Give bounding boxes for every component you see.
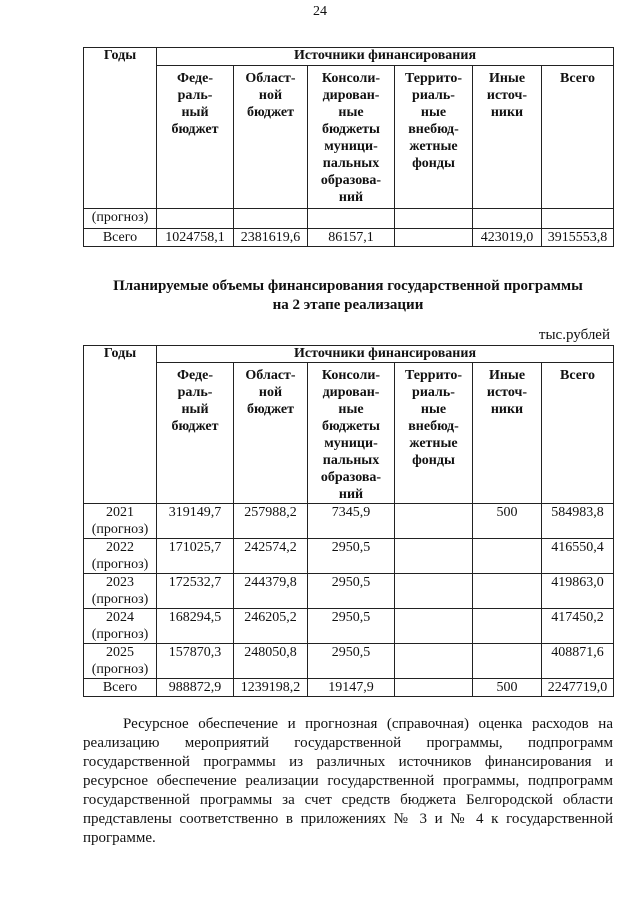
value-cell: 419863,0 [542,574,614,609]
value-cell: 500 [473,504,542,539]
section-caption-line2: на 2 этапе реализации [272,297,424,313]
value-cell: 242574,2 [234,539,308,574]
table-row [84,539,614,574]
financing-table-stage2 [83,345,614,697]
value-cell [473,644,542,679]
value-cell [234,209,308,229]
col-other-sources: Иные источ- ники [473,363,542,504]
unit-label: тыс.рублей [538,327,610,343]
value-cell: 86157,1 [308,229,395,247]
value-cell: 171025,7 [157,539,234,574]
year-cell: 2021 (прогноз) [84,504,157,539]
value-cell: 168294,5 [157,609,234,644]
value-cell: 2247719,0 [542,679,614,697]
table-row [84,574,614,609]
col-total: Всего [542,363,614,504]
sources-header: Источники финансирования [157,48,614,66]
value-cell: 2381619,6 [234,229,308,247]
year-cell: 2022 (прогноз) [84,539,157,574]
col-municipal-budgets: Консоли- дирован- ные бюджеты муници- пальных образова- ний [308,363,395,504]
value-cell: 7345,9 [308,504,395,539]
value-cell [473,209,542,229]
value-cell: 157870,3 [157,644,234,679]
value-cell: 257988,2 [234,504,308,539]
value-cell: 2950,5 [308,644,395,679]
value-cell [395,609,473,644]
col-federal-budget: Феде- раль- ный бюджет [157,363,234,504]
value-cell: 2950,5 [308,574,395,609]
col-municipal-budgets: Консоли- дирован- ные бюджеты муници- пальных образова- ний [308,66,395,209]
value-cell: 1024758,1 [157,229,234,247]
value-cell: 500 [473,679,542,697]
table-row-total [84,679,614,697]
value-cell [395,229,473,247]
value-cell: 319149,7 [157,504,234,539]
value-cell: 584983,8 [542,504,614,539]
table-row-total [84,229,614,247]
value-cell [395,209,473,229]
year-cell: Всего [84,679,157,697]
value-cell [308,209,395,229]
value-cell [157,209,234,229]
value-cell: 988872,9 [157,679,234,697]
value-cell: 246205,2 [234,609,308,644]
col-territorial-funds: Террито- риаль- ные внебюд- жетные фонды [395,66,473,209]
value-cell: 19147,9 [308,679,395,697]
body-paragraph: Ресурсное обеспечение и прогнозная (справочная) оценка расходов на реализацию мероприятий государственной программы, подпрограмм государственной программы из различных источников финансирования и ресурсное обеспечение реализации государственной программы, подпрограмм государственной программы за счет средств бюджета Белгородской области представлены соответственно в приложениях № 3 и № 4 к государственной программе. [83,716,613,846]
col-territorial-funds: Террито- риаль- ные внебюд- жетные фонды [395,363,473,504]
table-row [84,644,614,679]
value-cell: 2950,5 [308,539,395,574]
value-cell [395,679,473,697]
value-cell: 416550,4 [542,539,614,574]
value-cell [473,609,542,644]
financing-table-continued [83,47,614,247]
col-regional-budget: Област- ной бюджет [234,66,308,209]
sources-header: Источники финансирования [157,346,614,363]
value-cell: 1239198,2 [234,679,308,697]
table-row [84,609,614,644]
value-cell [395,539,473,574]
value-cell [395,644,473,679]
year-cell: Всего [84,229,157,247]
value-cell: 172532,7 [157,574,234,609]
value-cell: 417450,2 [542,609,614,644]
value-cell [542,209,614,229]
value-cell [473,574,542,609]
col-regional-budget: Област- ной бюджет [234,363,308,504]
value-cell: 244379,8 [234,574,308,609]
value-cell: 423019,0 [473,229,542,247]
table-row [84,504,614,539]
value-cell: 248050,8 [234,644,308,679]
year-cell: 2024 (прогноз) [84,609,157,644]
year-cell: (прогноз) [84,209,157,229]
years-header: Годы [84,48,157,209]
year-cell: 2025 (прогноз) [84,644,157,679]
value-cell: 3915553,8 [542,229,614,247]
years-header: Годы [84,346,157,504]
value-cell [395,504,473,539]
page-number: 24 [313,4,327,19]
col-other-sources: Иные источ- ники [473,66,542,209]
col-total: Всего [542,66,614,209]
section-caption-line1: Планируемые объемы финансирования государственной программы [113,278,583,294]
year-cell: 2023 (прогноз) [84,574,157,609]
value-cell: 2950,5 [308,609,395,644]
value-cell [473,539,542,574]
col-federal-budget: Феде- раль- ный бюджет [157,66,234,209]
value-cell: 408871,6 [542,644,614,679]
value-cell [395,574,473,609]
table-row [84,209,614,229]
